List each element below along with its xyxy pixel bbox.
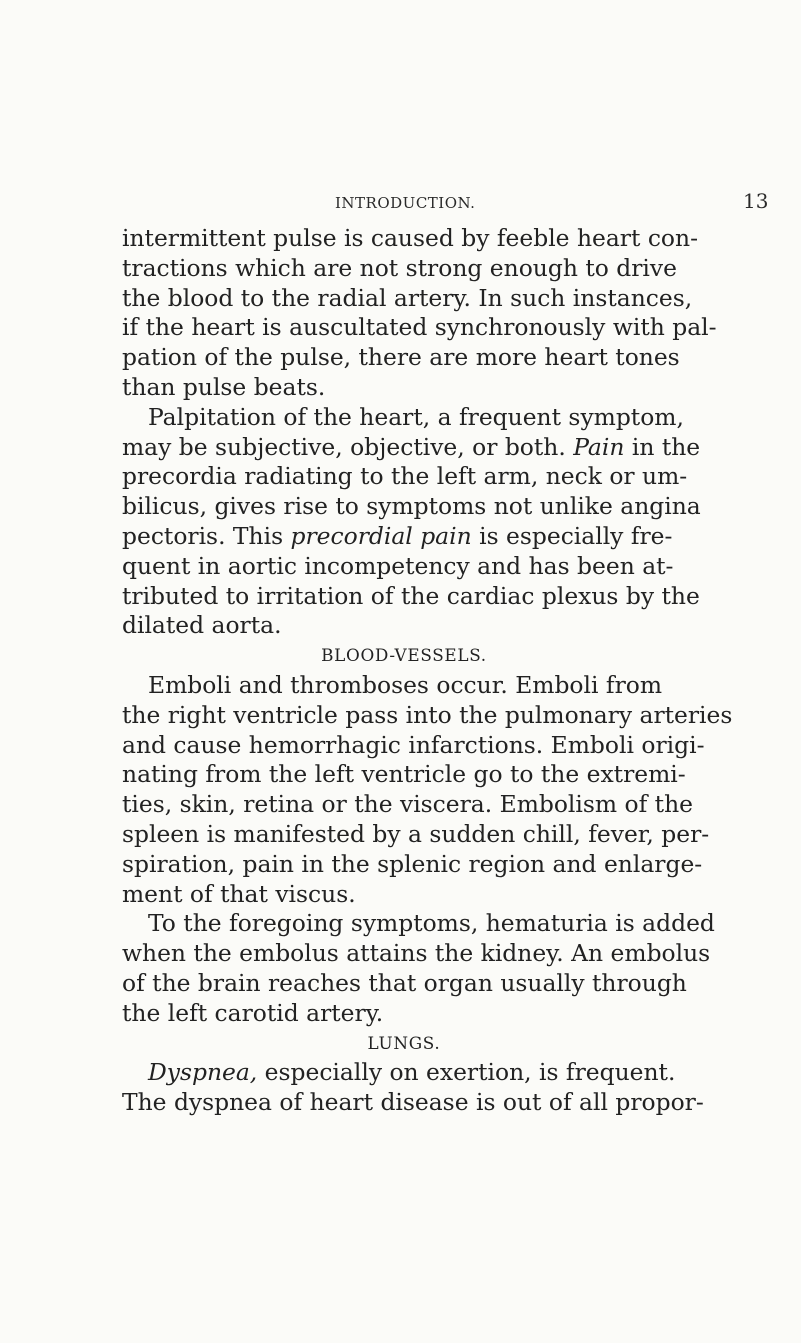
text-line: when the embolus attains the kidney. An embolus [122,939,711,968]
text-line: than pulse beats. [122,372,326,401]
text-line: of the brain reaches that organ usually through [122,968,687,997]
body-text [122,224,733,1118]
text-line: Emboli and thromboses occur. Emboli from [148,670,663,699]
text-run: especially on exertion, is frequent. [264,1058,676,1087]
text-line [122,521,673,552]
text-line: dilated aorta. [122,611,282,640]
text-line: tributed to irritation of the cardiac plexus by the [122,581,700,610]
italic-term-pain: Pain [573,432,625,461]
text-run: pectoris. This [122,521,284,550]
text-line: the left carotid artery. [122,998,384,1027]
text-line: intermittent pulse is caused by feeble heart con- [122,224,698,252]
section-heading-lungs: LUNGS. [367,1032,441,1053]
text-line: the right ventricle pass into the pulmonary arteries [122,700,733,729]
text-line: spiration, pain in the splenic region and enlarge- [122,849,703,878]
text-line: pation of the pulse, there are more heart tones [122,343,680,372]
text-line: Palpitation of the heart, a frequent symptom, [148,402,684,431]
text-line: ties, skin, retina or the viscera. Embolism of the [122,790,693,819]
text-line: spleen is manifested by a sudden chill, fever, per- [122,819,710,848]
italic-term-dyspnea: Dyspnea, [148,1058,258,1087]
text-line: To the foregoing symptoms, hematuria is added [148,909,715,938]
text-line: ment of that viscus. [122,879,356,908]
text-line: precordia radiating to the left arm, neck or um- [122,462,688,491]
text-line: nating from the left ventricle go to the extremi- [122,760,686,789]
text-line: the blood to the radial artery. In such instances, [122,283,693,312]
text-line [122,1058,676,1088]
text-run: may be subjective, objective, or both. [122,432,566,461]
text-line: if the heart is auscultated synchronously with pal- [122,313,717,342]
page-number: 13 [743,189,769,213]
text-line [122,432,701,463]
italic-term-precordial-pain: precordial pain [290,521,472,550]
text-line: and cause hemorrhagic infarctions. Emboli origi- [122,730,705,759]
text-line: tractions which are not strong enough to drive [122,253,677,282]
text-line: quent in aortic incompetency and has been at- [122,551,674,580]
text-run: is especially fre- [479,521,673,550]
text-line: bilicus, gives rise to symptoms not unlike angina [122,492,701,521]
text-run: in the [631,432,701,461]
section-heading-blood-vessels: BLOOD-VESSELS. [321,645,487,666]
running-head: INTRODUCTION. [335,194,476,212]
text-line: The dyspnea of heart disease is out of all propor- [122,1088,704,1117]
